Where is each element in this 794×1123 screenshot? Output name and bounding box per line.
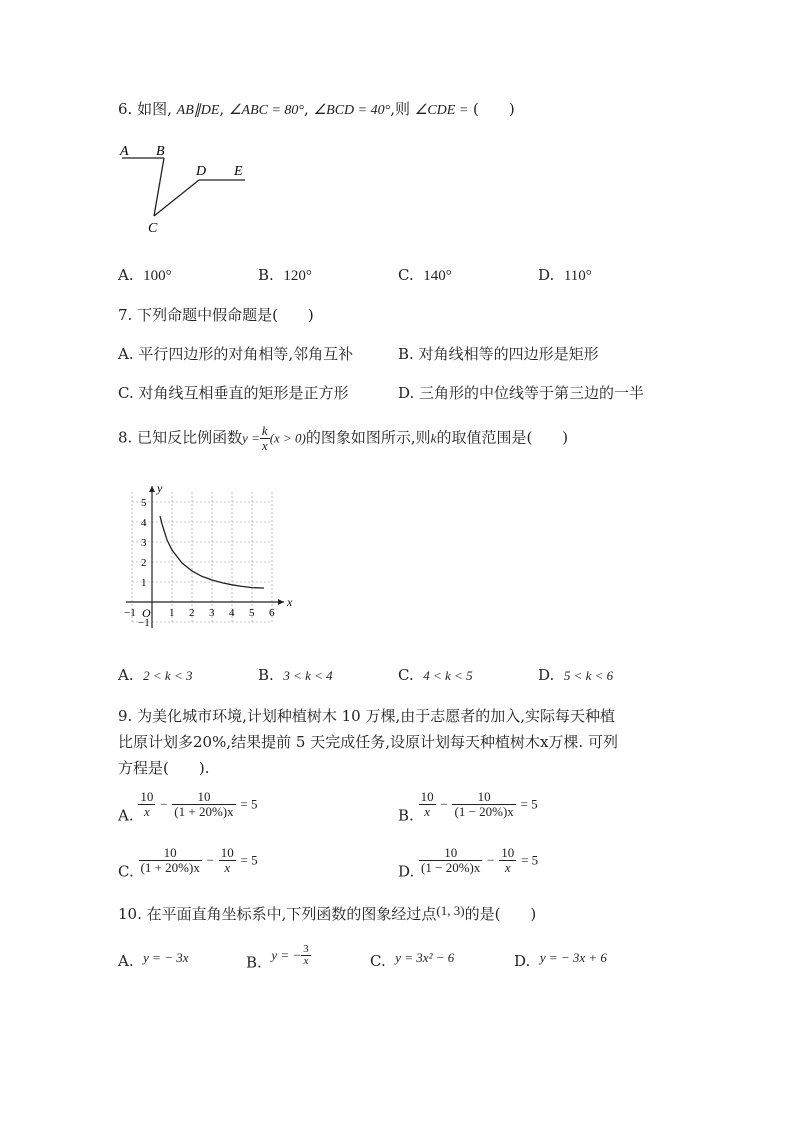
q6-cond1: AB∥DE (176, 103, 220, 118)
q6-sep1: , (219, 100, 225, 118)
q8-option-d-key: D. (538, 666, 555, 684)
q8-stem (118, 424, 568, 453)
q7-option-a-key: A. (118, 345, 134, 363)
x-tick-label: 5 (249, 607, 255, 619)
x-tick-label: 3 (209, 607, 215, 619)
q9-option-a-frac1 (138, 790, 155, 819)
q9-option-c-frac2 (219, 846, 236, 875)
q8-option-c-key: C. (398, 666, 414, 684)
q9-option-d-frac1 (419, 846, 482, 875)
x-tick-label: 6 (269, 607, 275, 619)
y-tick-label: −1 (138, 617, 150, 629)
q9-a-f1n: 10 (140, 789, 154, 804)
q10-option-b-frac (301, 944, 311, 967)
q6-option-b[interactable] (258, 266, 312, 285)
x-tick-label: 1 (169, 607, 175, 619)
x-tick-label: 4 (229, 607, 235, 619)
q9-option-a-rhs: = 5 (240, 796, 258, 812)
q6-option-a[interactable] (118, 266, 172, 285)
q6-figure (112, 140, 272, 240)
q7-option-d-key: D. (398, 384, 415, 402)
q6-option-c[interactable] (398, 266, 452, 285)
q9-option-d-rhs: = 5 (521, 852, 539, 868)
y-tick-label: 4 (141, 517, 147, 529)
x-axis-arrow (278, 599, 284, 605)
y-tick-label: 5 (141, 497, 147, 509)
q6-stem (118, 98, 515, 119)
q9-option-d-key: D. (398, 862, 415, 881)
q9-option-a[interactable] (118, 790, 258, 825)
q7-option-c[interactable] (118, 382, 349, 403)
q6-option-c-key: C. (398, 266, 414, 284)
q9-option-c-key: C. (118, 862, 134, 881)
y-tick-label: 2 (141, 557, 147, 569)
q8-option-c-value: 4 < k < 5 (423, 668, 473, 683)
q9-option-b-op: − (440, 796, 448, 812)
q10-option-c-key: C. (370, 952, 386, 970)
q7-stem: 7. 下列命题中假命题是( ) (118, 306, 314, 324)
q6-option-b-key: B. (258, 266, 274, 284)
q9-option-c[interactable] (118, 846, 258, 881)
label-c: C (148, 221, 158, 236)
q10-option-a[interactable] (118, 950, 189, 970)
q7-option-b[interactable] (398, 343, 599, 364)
q9-option-d-op: − (487, 852, 495, 868)
q8-frac-num: k (261, 423, 268, 438)
q9-option-b-rhs: = 5 (520, 796, 538, 812)
label-e: E (234, 164, 243, 179)
q9-line2: 比原计划多20%,结果提前 5 天完成任务,设原计划每天种植树木x万棵. 可列 (118, 733, 618, 751)
segment-bc (154, 158, 164, 216)
q7-option-b-text: 对角线相等的四边形是矩形 (418, 345, 599, 363)
q10-option-a-key: A. (118, 952, 134, 970)
q9-option-c-op: − (206, 852, 214, 868)
q9-b-f1d: x (424, 804, 430, 819)
q8-fraction (260, 424, 270, 453)
q8-func-lhs: y = (242, 430, 260, 446)
y-tick-label: 1 (141, 577, 147, 589)
q9-option-d-frac2 (499, 846, 516, 875)
q6-option-d-key: D. (538, 266, 555, 284)
q8-var: k (430, 430, 437, 446)
q9-option-a-op: − (160, 796, 168, 812)
q6-option-c-value: 140° (423, 268, 452, 284)
q9-b-f2d: (1 − 20%)x (454, 804, 514, 819)
q10-option-d-key: D. (514, 952, 531, 970)
q8-frac-den: x (261, 438, 268, 453)
q10-option-c-value: y = 3x² − 6 (395, 950, 455, 965)
q9-a-f2n: 10 (172, 790, 235, 805)
q9-option-b-frac2 (452, 790, 515, 819)
x-axis-label: x (287, 595, 293, 609)
q7-option-a-text: 平行四边形的对角相等,邻角互补 (138, 345, 354, 363)
q6-sep2: , (304, 100, 309, 118)
q6-cond3: ∠BCD = 40° (313, 103, 391, 118)
q8-post2: 的取值范围是( ) (436, 428, 569, 447)
q9-option-b-key: B. (398, 806, 414, 825)
q10-stem-post: 的是( ) (464, 905, 537, 923)
q10-b-fn: 3 (303, 943, 309, 955)
q9-c-f1n: 10 (139, 846, 202, 861)
q6-ask: ∠CDE = (414, 103, 469, 118)
q9-line3: 方程是( ). (118, 759, 210, 777)
q10-option-b-value: y = − (271, 947, 302, 963)
q9-d-f2n: 10 (501, 845, 515, 860)
q10-stem-pre: 10. 在平面直角坐标系中,下列函数的图象经过点 (118, 905, 437, 923)
y-tick-label: 3 (141, 537, 147, 549)
q8-number: 8. (118, 428, 133, 447)
q6-option-a-value: 100° (143, 268, 172, 284)
q6-cond2: ∠ABC = 80° (228, 103, 305, 118)
q9-option-d[interactable] (398, 846, 538, 881)
q10-stem (118, 903, 536, 924)
q9-c-f2n: 10 (220, 845, 234, 860)
q7-option-c-key: C. (118, 384, 134, 402)
q7-option-d-text: 三角形的中位线等于第三边的一半 (419, 384, 645, 402)
q6-prefix: 如图, (137, 100, 172, 118)
q8-option-c[interactable] (398, 666, 473, 684)
segment-cd (154, 180, 199, 216)
q8-pre: 已知反比例函数 (137, 428, 243, 447)
q6-option-d-value: 110° (563, 268, 592, 284)
y-axis-arrow (149, 486, 155, 492)
q8-option-a-key: A. (118, 666, 134, 684)
q8-option-a[interactable] (118, 666, 192, 684)
q10-option-a-value: y = − 3x (143, 950, 189, 965)
q8-option-d[interactable] (538, 666, 613, 684)
q9-c-f2d: x (224, 860, 231, 875)
q6-bracket: ( ) (473, 100, 515, 118)
q8-cond: (x > 0) (269, 430, 306, 446)
q10-option-d-value: y = − 3x + 6 (539, 950, 607, 965)
q9-option-c-frac1 (139, 846, 202, 875)
q9-option-a-frac2 (172, 790, 235, 819)
q9-option-b[interactable] (398, 790, 538, 825)
q8-option-d-value: 5 < k < 6 (563, 668, 614, 683)
q10-option-b-key: B. (246, 953, 262, 972)
y-axis-label: y (157, 481, 163, 495)
q9-d-f1d: (1 − 20%)x (421, 860, 481, 875)
q8-option-b-value: 3 < k < 4 (283, 668, 333, 683)
q7-option-a[interactable] (118, 343, 353, 364)
q10-option-c[interactable] (370, 950, 454, 970)
x-tick-label: 2 (189, 607, 195, 619)
q10-option-b[interactable] (246, 944, 311, 972)
q8-post: 的图象如图所示,则 (305, 428, 431, 447)
x-tick-label: −1 (124, 607, 136, 619)
q9-option-c-rhs: = 5 (240, 852, 258, 868)
q9-option-b-frac1 (419, 790, 436, 819)
q7-option-c-text: 对角线互相垂直的矩形是正方形 (138, 384, 349, 402)
q9-c-f1d: (1 + 20%)x (140, 860, 200, 875)
q7-option-b-key: B. (398, 345, 414, 363)
q9-b-f2n: 10 (452, 790, 515, 805)
q7-option-d[interactable] (398, 382, 644, 403)
origin-label: O (142, 606, 151, 620)
q6-option-b-value: 120° (283, 268, 312, 284)
q8-option-a-value: 2 < k < 3 (143, 668, 193, 683)
q9-b-f1n: 10 (420, 789, 434, 804)
label-d: D (196, 164, 207, 179)
q8-option-b-key: B. (258, 666, 274, 684)
q9-d-f1n: 10 (419, 846, 482, 861)
q8-chart (112, 478, 297, 643)
q6-option-d[interactable] (538, 266, 592, 285)
q9-a-f2d: (1 + 20%)x (174, 804, 234, 819)
q10-b-fd: x (303, 955, 309, 967)
q6-option-a-key: A. (118, 266, 134, 284)
label-a: A (120, 144, 129, 159)
q9-option-a-key: A. (118, 806, 134, 825)
q9-a-f1d: x (144, 804, 150, 819)
q6-number: 6. (118, 100, 133, 118)
q9-d-f2d: x (504, 860, 511, 875)
q10-point: (1, 3) (436, 903, 465, 918)
q10-option-d[interactable] (514, 950, 607, 970)
q6-sep3: ,则 (390, 100, 410, 118)
q8-option-b[interactable] (258, 666, 333, 684)
label-b: B (156, 144, 165, 159)
q9-line1: 9. 为美化城市环境,计划种植树木 10 万棵,由于志愿者的加入,实际每天种植 (118, 707, 616, 725)
